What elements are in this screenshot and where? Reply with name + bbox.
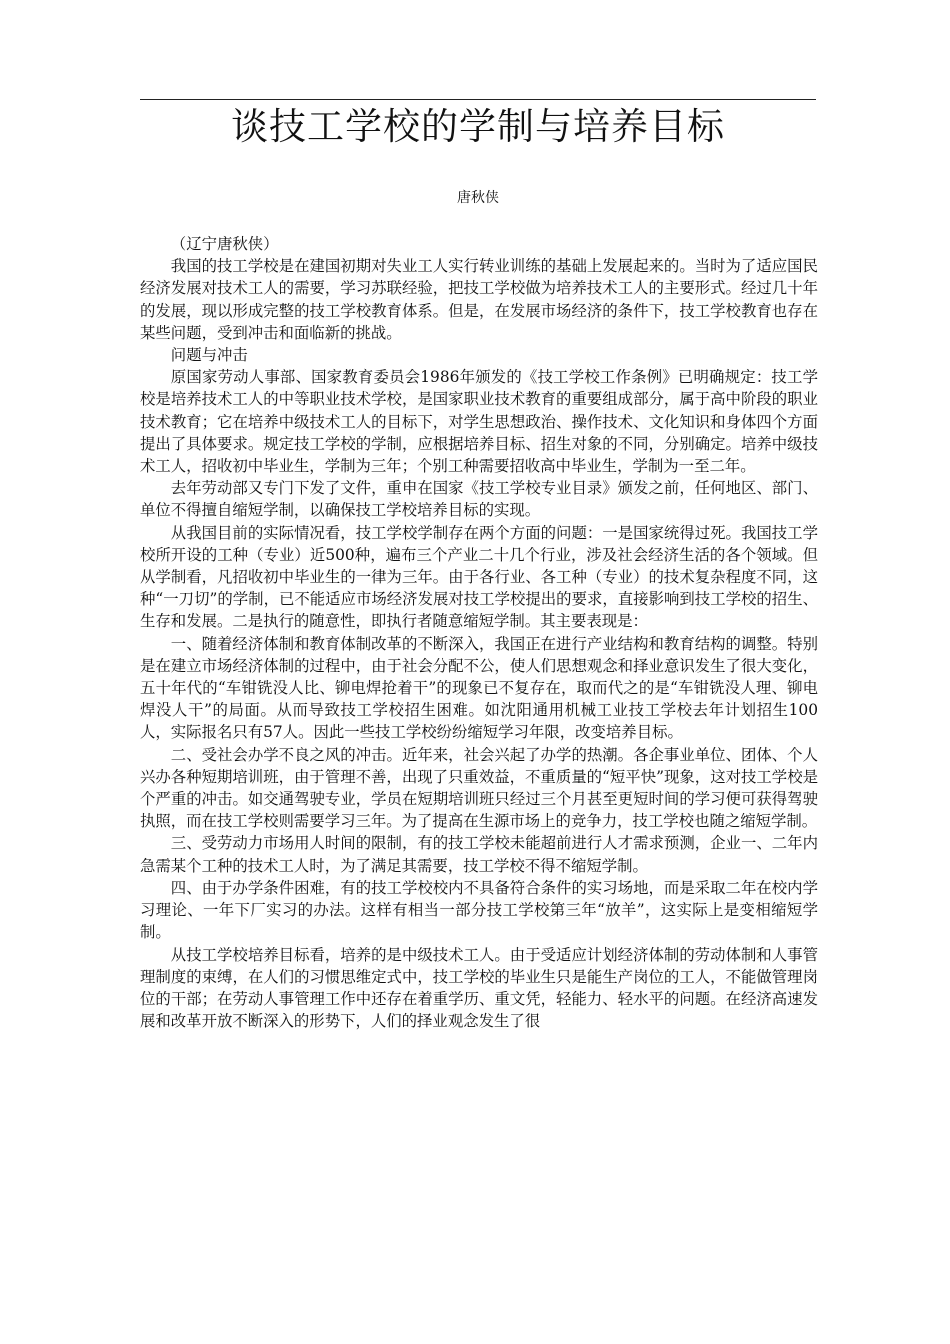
document-title: 谈技工学校的学制与培养目标 bbox=[231, 105, 725, 148]
section-heading: 问题与冲击 bbox=[170, 346, 248, 365]
body-paragraph: 我国的技工学校是在建国初期对失业工人实行转业训练的基础上发展起来的。当时为了适应国民经济发展对技术工人的需要，学习苏联经验，把技工学校做为培养技术工人的主要形式。经过几十年的发展，现以形成完整的技工学校教育体系。但是，在发展市场经济的条件下，技工学校教育也存在某些问题，受到冲击和面临新的挑战。 bbox=[140, 257, 818, 342]
body-paragraph: 二、受社会办学不良之风的冲击。近年来，社会兴起了办学的热潮。各企事业单位、团体、个人兴办各种短期培训班，由于管理不善，出现了只重效益，不重质量的“短平快”现象，这对技工学校是个严重的冲击。如交通驾驶专业，学员在短期培训班只经过三个月甚至更短时间的学习便可获得驾驶执照，而在技工学校则需要学习三年。为了提高在生源市场上的竞争力，技工学校也随之缩短学制。 bbox=[140, 745, 818, 831]
document-body bbox=[140, 233, 818, 1032]
author-affiliation: （辽宁唐秋侠） bbox=[170, 235, 279, 253]
header-rule bbox=[140, 99, 816, 100]
body-paragraph: 去年劳动部又专门下发了文件，重申在国家《技工学校专业目录》颁发之前，任何地区、部门、单位不得擅自缩短学制，以确保技工学校培养目标的实现。 bbox=[140, 479, 818, 520]
author-name: 唐秋侠 bbox=[457, 190, 499, 206]
body-paragraph: 从我国目前的实际情况看，技工学校学制存在两个方面的问题：一是国家统得过死。我国技工学校所开设的工种（专业）近500种，遍布三个产业二十几个行业，涉及社会经济生活的各个领域。但从学制看，凡招收初中毕业生的一律为三年。由于各行业、各工种（专业）的技术复杂程度不同，这种“一刀切”的学制，已不能适应市场经济发展对技工学校提出的要求，直接影响到技工学校的招生、生存和发展。二是执行的随意性，即执行者随意缩短学制。其主要表现是： bbox=[140, 523, 818, 631]
body-paragraph: 从技工学校培养目标看，培养的是中级技术工人。由于受适应计划经济体制的劳动体制和人事管理制度的束缚，在人们的习惯思维定式中，技工学校的毕业生只是能生产岗位的工人，不能做管理岗位的干部；在劳动人事管理工作中还存在着重学历、重文凭，轻能力、轻水平的问题。在经济高速发展和改革开放不断深入的形势下，人们的择业观念发生了很 bbox=[140, 945, 818, 1031]
body-paragraph: 三、受劳动力市场用人时间的限制，有的技工学校未能超前进行人才需求预测，企业一、二年内急需某个工种的技术工人时，为了满足其需要，技工学校不得不缩短学制。 bbox=[140, 834, 818, 875]
body-paragraph: 一、随着经济体制和教育体制改革的不断深入，我国正在进行产业结构和教育结构的调整。特别是在建立市场经济体制的过程中，由于社会分配不公，使人们思想观念和择业意识发生了很大变化，五十年代的“车钳铣没人比、铆电焊抢着干”的现象已不复存在，取而代之的是“车钳铣没人理、铆电焊没人干”的局面。从而导致技工学校招生困难。如沈阳通用机械工业技工学校去年计划招生100人，实际报名只有57人。因此一些技工学校纷纷缩短学习年限，改变培养目标。 bbox=[140, 634, 818, 742]
body-paragraph: 原国家劳动人事部、国家教育委员会1986年颁发的《技工学校工作条例》已明确规定：技工学校是培养技术工人的中等职业技术学校，是国家职业技术教育的重要组成部分，属于高中阶段的职业技术教育；它在培养中级技术工人的目标下，对学生思想政治、操作技术、文化知识和身体四个方面提出了具体要求。规定技工学校的学制，应根据培养目标、招生对象的不同，分别确定。培养中级技术工人，招收初中毕业生，学制为三年；个别工种需要招收高中毕业生，学制为一至二年。 bbox=[140, 368, 818, 476]
body-paragraph: 四、由于办学条件困难，有的技工学校校内不具备符合条件的实习场地，而是采取二年在校内学习理论、一年下厂实习的办法。这样有相当一部分技工学校第三年“放羊”，这实际上是变相缩短学制。 bbox=[140, 878, 818, 942]
